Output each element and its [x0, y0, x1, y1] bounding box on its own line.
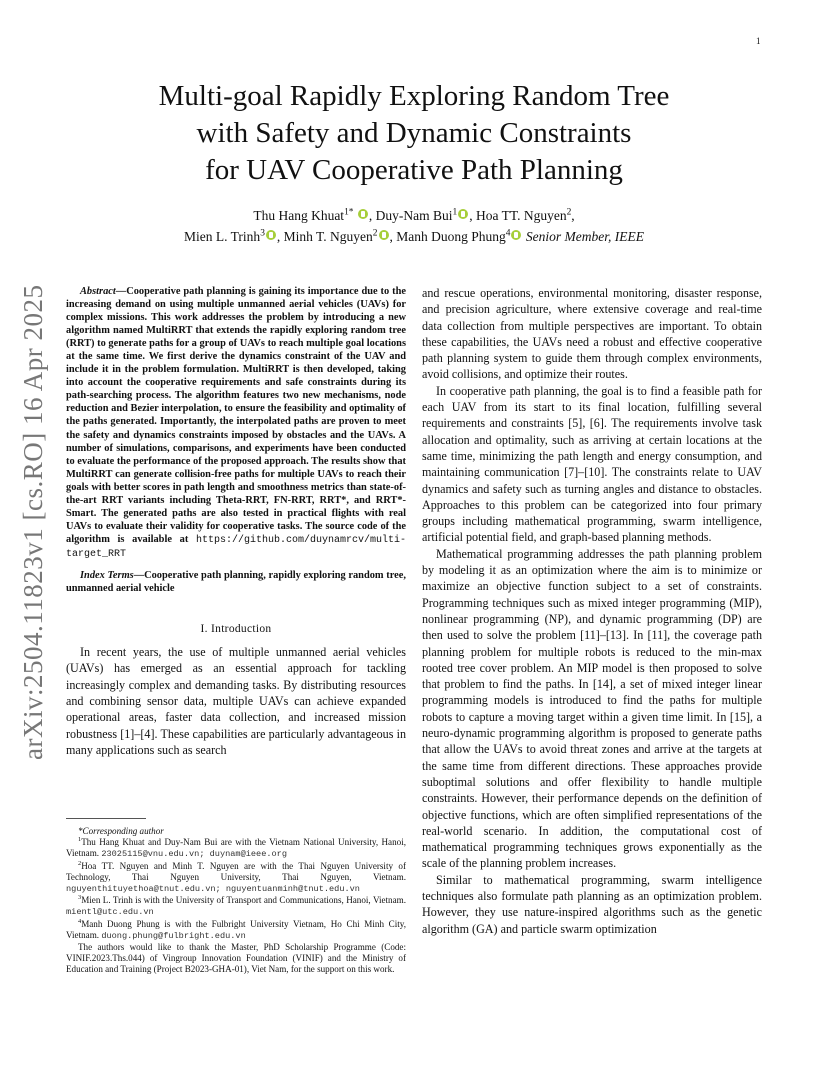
arxiv-stamp: arXiv:2504.11823v1 [cs.RO] 16 Apr 2025 — [18, 284, 48, 760]
author-membership: Senior Member, IEEE — [525, 229, 644, 244]
index-terms-label: Index Terms — [80, 569, 134, 581]
author-name: Manh Duong Phung — [396, 229, 506, 244]
footnote-1-email[interactable]: 23025115@vnu.edu.vn; duynam@ieee.org — [101, 849, 287, 860]
footnote-4-email[interactable]: duong.phung@fulbright.edu.vn — [101, 930, 246, 941]
body-paragraph: Mathematical programming addresses the path planning problem by modeling it as an optimization where the aim is to minimize or maximize an objective function subject to a set of constraints. Programming techniques such as mixed integer programming (MIP), nonlinear programming (NP), and dynamic programming (DP) are then used to solve the problem [11]–[13]. In [11], the coverage path planning problem for multiple robots is reduced to the min-max rooted tree cover problem. An MIP model is then proposed to solve that problem to find the paths. In [14], a set of mixed integer linear programming models is introduced to find the paths for multiple robots to capture a moving target within a given time limit. In [15], a neuro-dynamic programming algorithm is proposed to generate paths that allow the UAVs to avoid threat zones and arrive at the targets at the same time from different directions. These approaches provide suboptimal solutions and offer flexibility to handle multiple constraints. However, their performance depends on the definition of objective functions, which are often simplified representations of the real-world scenario. In addition, the computational cost of mathematical programming techniques grows exponentially as the scale of the planning problem increases. — [422, 546, 762, 871]
title-line: with Safety and Dynamic Constraints — [196, 117, 632, 149]
footnotes: *Corresponding author $^1$Thu Hang Khuat and Duy-Nam Bui are with the Vietnam National University, Hanoi, Vietnam. 23025115@vnu.edu.vn; duynam@ieee.org $^2$Hoa TT. Nguyen and Minh T. Nguyen are with the Thai Nguyen University of Technology, Thai Nguyen University, Thai Nguyen, Vietnam. nguyenthituyethoa@tnut.edu.vn; nguyentuanminh@tnut.edu.vn $^3$Mien L. Trinh is with the University of Transport and Communications, Hanoi, Vietnam. mientl@utc.edu.vn $^4$Manh Duong Phung is with the Fulbright University Vietnam, Ho Chi Minh City, Vietnam. duong.phung@fulbright.edu.vn The authors would like to thank the Master, PhD Scholarship Programme (Code: VINIF.2023.Ths.044) of Vingroup Innovation Foundation (VINIF) and the Ministry of Education and Training (Project B2023-GHA-01), Viet Nam, for the support on this work. — [66, 826, 406, 975]
orcid-icon[interactable] — [358, 209, 368, 219]
author-name: Thu Hang Khuat — [253, 208, 345, 223]
footnote-3: Mien L. Trinh is with the University of Transport and Communications, Hanoi, Vietnam. — [81, 895, 406, 906]
intro-paragraph: In recent years, the use of multiple unmanned aerial vehicles (UAVs) has emerged as an essential approach for tackling increasingly complex and demanding tasks. By distributing resources and combining sensor data, multiple UAVs can achieve expanded operational areas, faster data collection, and increased mission robustness [1]–[4]. These capabilities are particularly advantageous in many applications such as search — [66, 645, 406, 757]
orcid-icon[interactable] — [458, 209, 468, 219]
page-number: 1 — [756, 36, 761, 46]
footnote-1: Thu Hang Khuat and Duy-Nam Bui are with the Vietnam National University, Hanoi, Vietnam. — [66, 837, 406, 859]
right-column — [422, 285, 762, 937]
footnote-rule — [66, 818, 146, 819]
author-name: Duy-Nam Bui — [375, 208, 453, 223]
acknowledgement: The authors would like to thank the Master, PhD Scholarship Programme (Code: VINIF.2023.Ths.044) of Vingroup Innovation Foundation (VINIF) and the Ministry of Education and Training (Project B2023-GHA-01), Viet Nam, for the support on this work. — [66, 942, 406, 975]
title-line: Multi-goal Rapidly Exploring Random Tree — [158, 80, 670, 112]
author-affiliation: 1 — [452, 207, 458, 218]
footnote-4: Manh Duong Phung is with the Fulbright University Vietnam, Ho Chi Minh City, Vietnam. — [66, 918, 406, 940]
paper-title — [80, 78, 748, 189]
author-line-1: Thu Hang Khuat$^{1*}$ , Duy-Nam Bui$^1$ , Hoa TT. Nguyen$^2$, — [253, 207, 575, 223]
author-affiliation: 1* — [344, 207, 354, 218]
author-name: Minh T. Nguyen — [283, 229, 373, 244]
footnote-2-email[interactable]: nguyenthituyethoa@tnut.edu.vn; nguyentuanminh@tnut.edu.vn — [66, 884, 360, 895]
body-paragraph: and rescue operations, environmental monitoring, disaster response, and precision agriculture, where extensive coverage and real-time data collection from multiple perspectives are important. To obtain these capabilities, the UAVs need a robust and effective cooperative path planning system to guide them through complex environments, avoid collisions, and optimize their routes. — [422, 286, 762, 382]
left-column — [66, 285, 406, 758]
footnote-3-email[interactable]: mientl@utc.edu.vn — [66, 907, 154, 918]
orcid-icon[interactable] — [511, 230, 521, 240]
author-affiliation: 2 — [566, 207, 572, 218]
author-name: Mien L. Trinh — [184, 229, 261, 244]
index-terms-text: Cooperative path planning, rapidly exploring random tree, unmanned aerial vehicle — [66, 569, 406, 595]
body-paragraph: Similar to mathematical programming, swarm intelligence techniques also formulate path planning as an optimization problem. However, they use nature-inspired algorithms such as the genetic algorithm (GA) and particle swarm optimization — [422, 872, 762, 936]
source-code-link[interactable]: https://github.com/duynamrcv/multi-target_RRT — [66, 534, 406, 560]
section-heading: I. Introduction — [200, 623, 272, 636]
footnote-corresponding: *Corresponding author — [78, 826, 164, 836]
orcid-icon[interactable] — [266, 230, 276, 240]
author-list — [80, 205, 748, 247]
author-affiliation: 2 — [372, 228, 378, 239]
author-line-2: Mien L. Trinh$^3$ , Minh T. Nguyen$^2$ , Manh Duong Phung$^4$ Senior Member, IEEE — [184, 228, 644, 244]
author-name: Hoa TT. Nguyen — [475, 208, 567, 223]
index-terms: Index Terms—Cooperative path planning, rapidly exploring random tree, unmanned aerial vehicle — [66, 569, 406, 595]
abstract-text: Cooperative path planning is gaining its importance due to the increasing demand on using multiple unmanned aerial vehicles (UAVs) for complex missions. This work addresses the problem by introducing a new algorithm named MultiRRT that extends the rapidly exploring random tree (RRT) to generate paths for a group of UAVs to reach multiple goal locations at the same time. We first derive the dynamics constraint of the UAV and include it in the problem formulation. MultiRRT is then developed, taking into account the cooperative requirements and safe constraints during its path-searching process. The algorithm features two new mechanisms, node reduction and Bezier interpolation, to ensure the feasibility and optimality of the paths generated. Importantly, the interpolated paths are proven to meet the safety and dynamics constraints imposed by obstacles and the UAVs. A number of simulations, comparisons, and experiments have been conducted to evaluate the performance of the proposed approach. The results show that MultiRRT can generate collision-free paths for multiple UAVs to reach their goals with better scores in path length and smoothness metrics than state-of-the-art RRT variants including Theta-RRT, FN-RRT, RRT*, and RRT*-Smart. The generated paths are also tested in practical flights with real UAVs to evaluate their validity for cooperative tasks. The source code of the algorithm is available at — [66, 286, 406, 545]
abstract-label: Abstract — [80, 286, 116, 297]
abstract: Abstract—Cooperative path planning is gaining its importance due to the increasing demand on using multiple unmanned aerial vehicles (UAVs) for complex missions. This work addresses the problem by introducing a new algorithm named MultiRRT that extends the rapidly exploring random tree (RRT) to generate paths for a group of UAVs to reach multiple goal locations at the same time. We first derive the dynamics constraint of the UAV and include it in the problem formulation. MultiRRT is then developed, taking into account the cooperative requirements and safe constraints during its path-searching process. The algorithm features two new mechanisms, node reduction and Bezier interpolation, to ensure the feasibility and optimality of the paths generated. Importantly, the interpolated paths are proven to meet the safety and dynamics constraints imposed by obstacles and the UAVs. A number of simulations, comparisons, and experiments have been conducted to evaluate the performance of the proposed approach. The results show that MultiRRT can generate collision-free paths for multiple UAVs to reach their goals with better scores in path length and smoothness metrics than state-of-the-art RRT variants including Theta-RRT, FN-RRT, RRT*, and RRT*-Smart. The generated paths are also tested in practical flights with real UAVs to evaluate their validity for cooperative tasks. The source code of the algorithm is available at https://github.com/duynamrcv/multi-target_RRT — [66, 286, 406, 560]
footnote-2: Hoa TT. Nguyen and Minh T. Nguyen are with the Thai Nguyen University of Technology, Thai Nguyen University, Thai Nguyen, Vietnam. — [66, 860, 406, 882]
orcid-icon[interactable] — [379, 230, 389, 240]
author-affiliation: 4 — [505, 228, 511, 239]
author-affiliation: 3 — [260, 228, 265, 239]
body-paragraph: In cooperative path planning, the goal is to find a feasible path for each UAV from its start to its final location, fulfilling several requirements and constraints [5], [6]. The requirements involve task allocation and optimality, such as arriving at certain locations at the same time, minimizing the path length and energy consumption, and maintaining communication [7]–[10]. The constraints relate to UAV dynamics and safety such as turning angles and distance to obstacles. Approaches to this problem can be categorized into four primary groups including mathematical programming, swarm intelligence, artificial potential field, and graph-based planning methods. — [422, 383, 762, 545]
title-line: for UAV Cooperative Path Planning — [205, 154, 623, 186]
